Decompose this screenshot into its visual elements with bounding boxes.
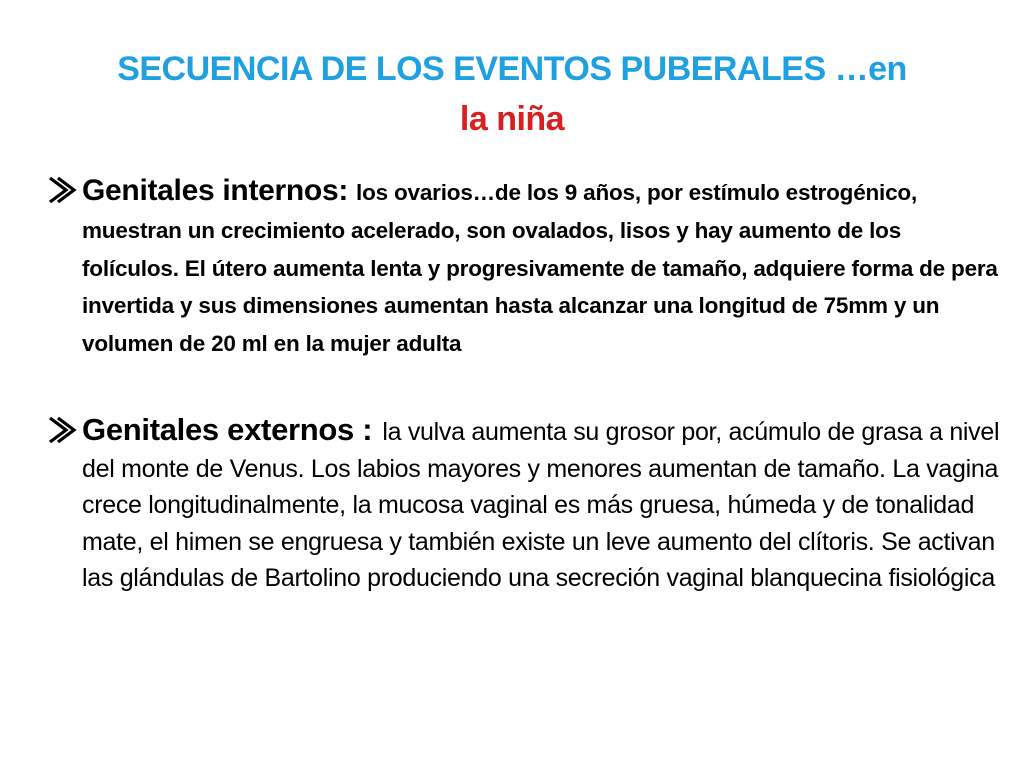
bullet-genitales-externos: [46, 412, 1001, 597]
bullet-text: [46, 172, 1001, 363]
bullet-lead: Genitales externos :: [82, 412, 373, 447]
bullet-body: la vulva aumenta su grosor por, acúmulo de grasa a nivel del monte de Venus. Los labios mayores y menores aumentan de tamaño. La vagina crece longitudinalmente, la mucosa vaginal es más gruesa, húmeda y de tonalidad mate, el himen se engruesa y también existe un leve aumento del clítoris. Se activan las glándulas de Bartolino produciendo una secreción vaginal blanquecina fisiológica: [82, 418, 1000, 592]
bullet-body: los ovarios…de los 9 años, por estímulo estrogénico, muestran un crecimiento acelerado, son ovalados, lisos y hay aumento de los folículos. El útero aumenta lenta y progresivamente de tamaño, adquiere forma de pera invertida y sus dimensiones aumentan hasta alcanzar una longitud de 75mm y un volumen de 20 ml en la mujer adulta: [82, 180, 998, 357]
bullet-text: [46, 412, 1001, 597]
title-line-1: SECUENCIA DE LOS EVENTOS PUBERALES …en: [117, 50, 907, 88]
bullet-lead: Genitales internos:: [82, 174, 349, 207]
title-line-2: la niña: [459, 100, 565, 138]
arrow-check-bullet-icon: [46, 412, 82, 448]
bullet-genitales-internos: [46, 172, 1001, 363]
slide-title: [60, 44, 964, 144]
arrow-check-bullet-icon: [46, 172, 82, 208]
